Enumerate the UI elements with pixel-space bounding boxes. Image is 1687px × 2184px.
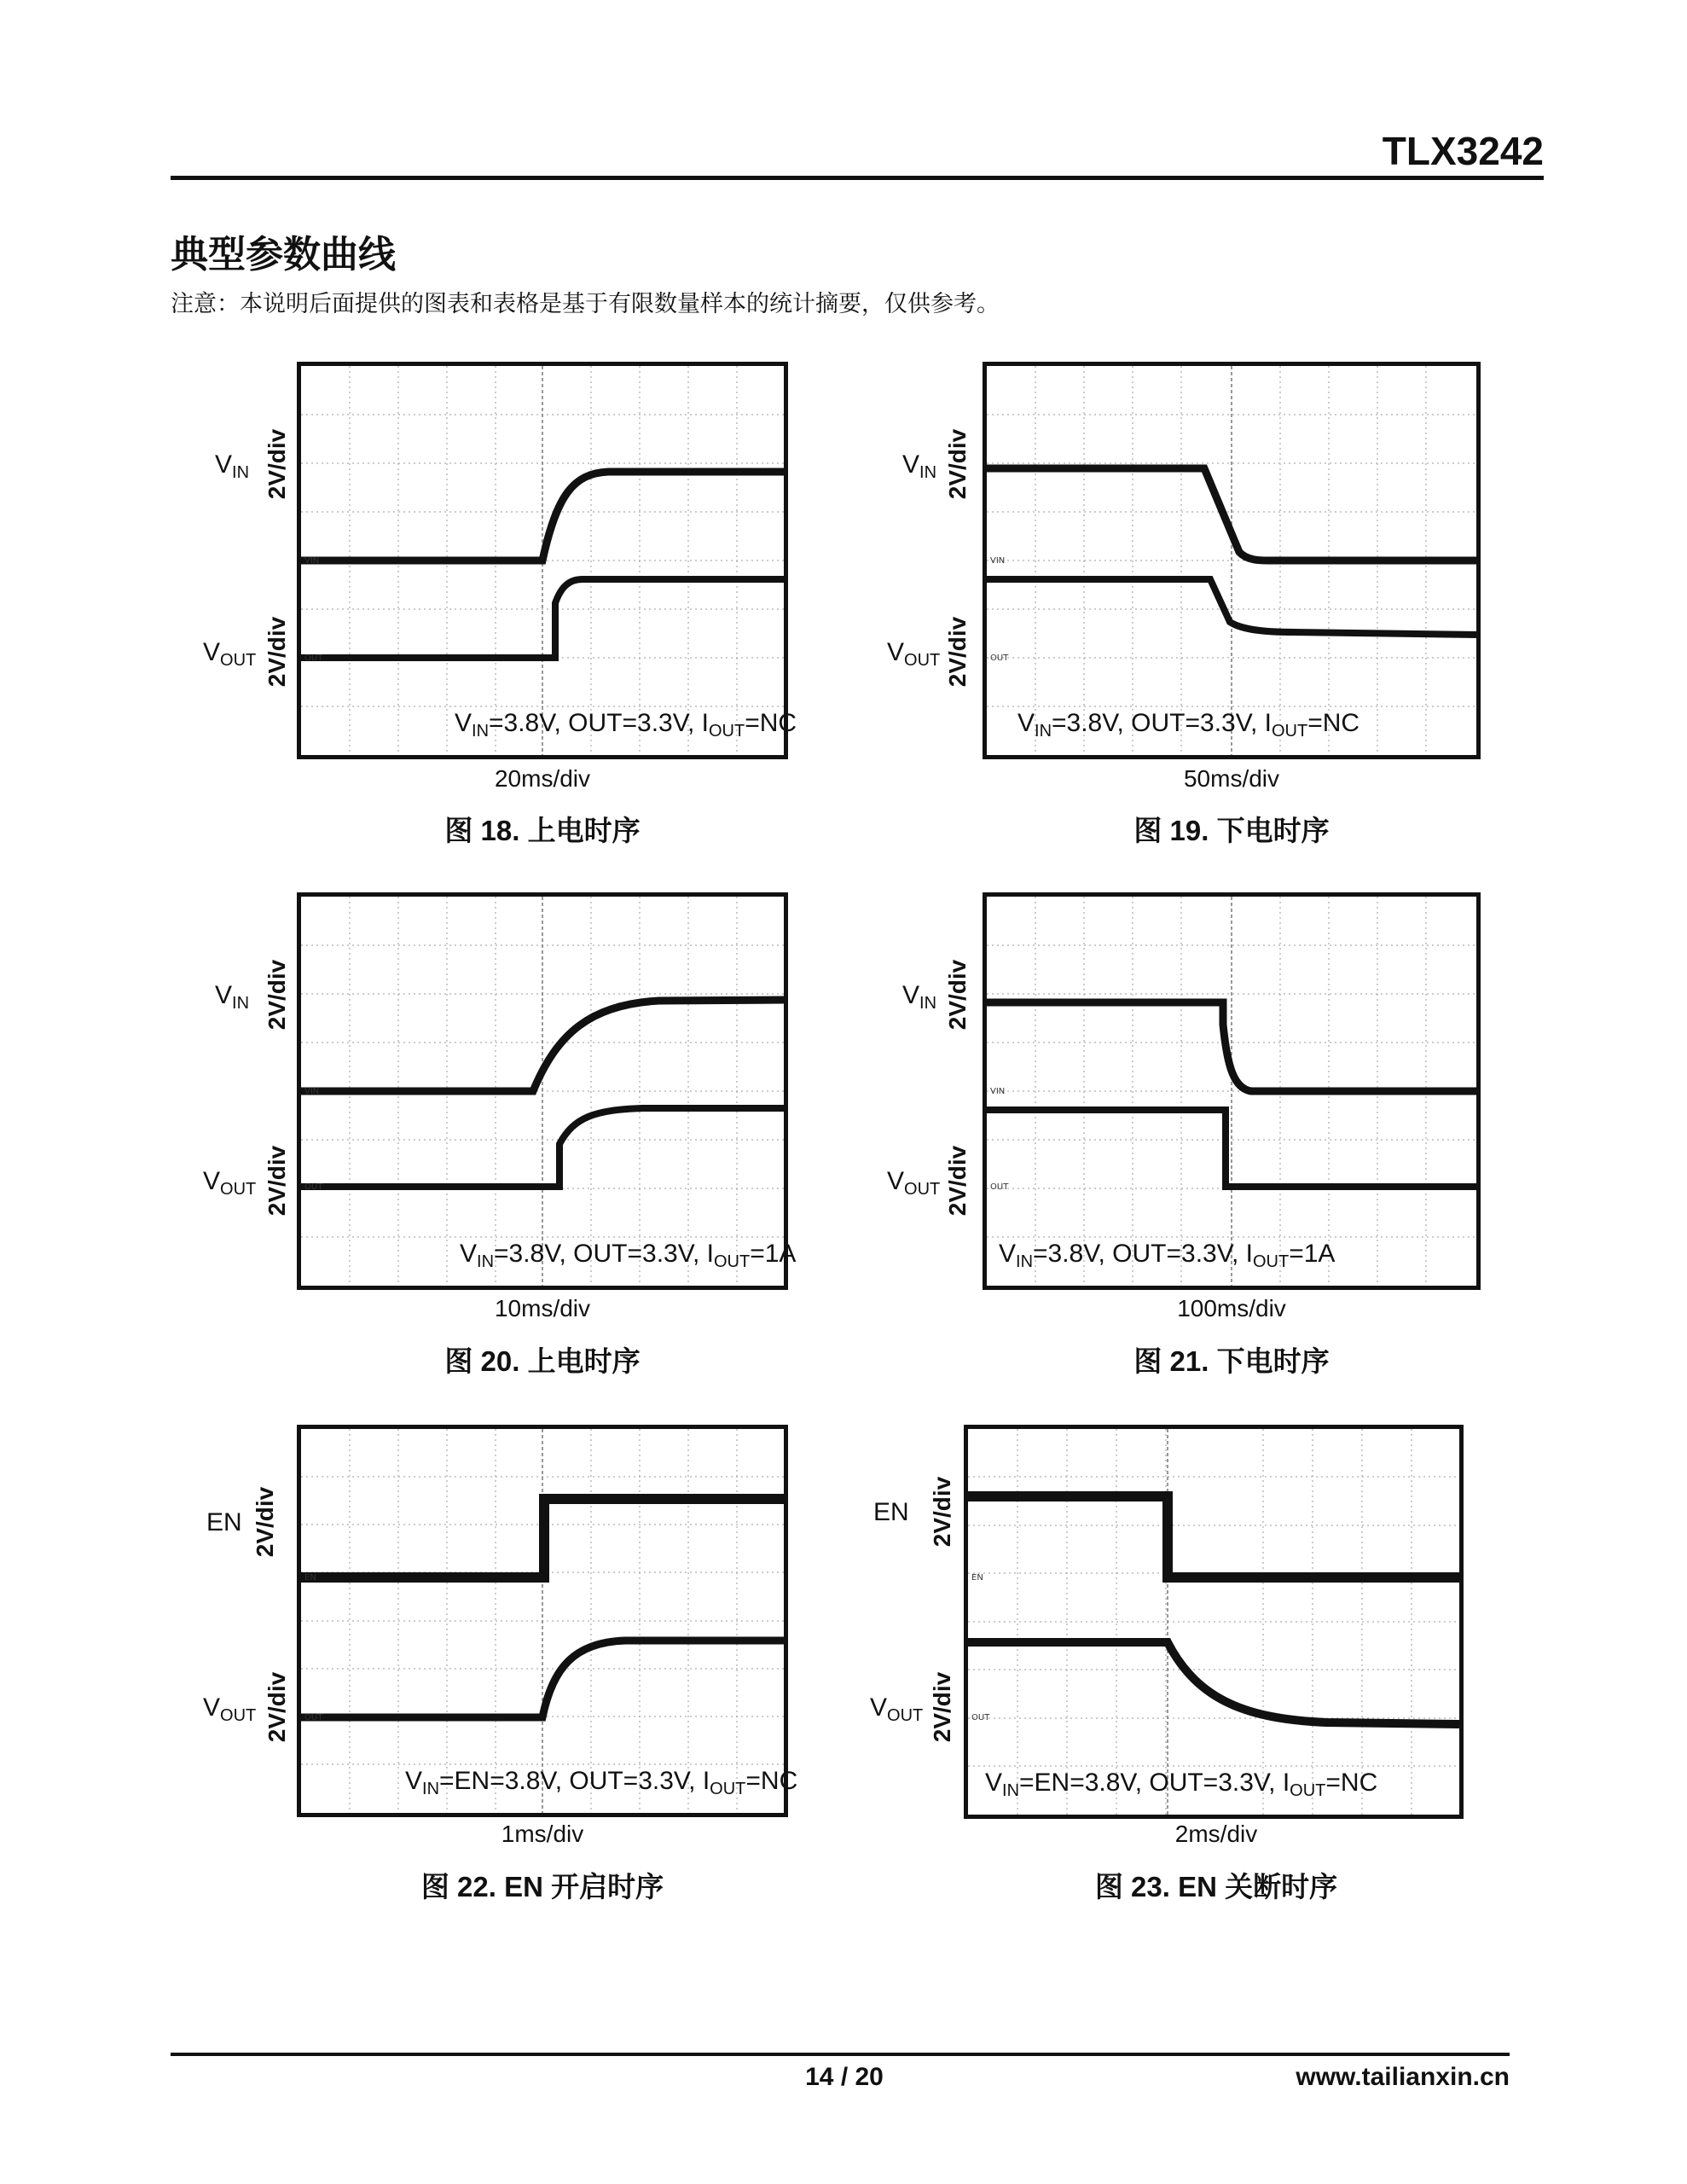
timebase-label: 2ms/div <box>1174 1821 1258 1847</box>
footer-rule <box>171 2053 1510 2056</box>
vin-label: $V_{IN}$ <box>902 981 937 1013</box>
scope-screen <box>964 1425 1464 1819</box>
scope-screen <box>297 1425 798 1817</box>
vin-scale-label: 2V/div <box>944 959 971 1031</box>
figure-caption: 图 20. 上电时序 <box>444 1345 641 1377</box>
scope-screen <box>297 892 797 1290</box>
svg-text:VIN: VIN <box>990 556 1006 566</box>
website-link[interactable]: www.tailianxin.cn <box>1296 2063 1510 2091</box>
timebase-label: 1ms/div <box>501 1821 584 1847</box>
vout-scale-label: 2V/div <box>264 616 290 688</box>
svg-text:OUT: OUT <box>304 653 323 663</box>
test-conditions: $V_{IN}=3.8V$, OUT=3.3V, $I_{OUT}=1A$ <box>999 1240 1336 1271</box>
timebase-label: 10ms/div <box>494 1295 591 1321</box>
vin-scale-label: 2V/div <box>264 428 290 500</box>
vout-label: $V_{OUT}$ <box>203 638 257 670</box>
document-title: TLX3242 <box>1382 129 1544 173</box>
vin-label: $V_{IN}$ <box>215 981 250 1013</box>
scope-screen <box>983 892 1481 1290</box>
vout-label: $V_{OUT}$ <box>887 1167 941 1199</box>
figure-caption: 图 18. 上电时序 <box>444 815 641 846</box>
en-trace <box>968 1496 1459 1577</box>
test-conditions: $V_{IN}=EN=3.8V$, OUT=3.3V, $I_{OUT}=NC$ <box>985 1769 1378 1800</box>
vout-scale-label: 2V/div <box>264 1145 290 1217</box>
vout-label: $V_{OUT}$ <box>203 1167 257 1199</box>
svg-text:EN: EN <box>304 1573 316 1583</box>
svg-text:OUT: OUT <box>304 1182 323 1192</box>
svg-text:OUT: OUT <box>990 653 1009 663</box>
vin-label: $V_{IN}$ <box>902 450 937 482</box>
figure-caption: 图 19. 下电时序 <box>1133 815 1330 846</box>
test-conditions: $V_{IN}=EN=3.8V$, OUT=3.3V, $I_{OUT}=NC$ <box>405 1767 798 1798</box>
section-title: 典型参数曲线 <box>171 233 396 276</box>
vin-scale-label: 2V/div <box>944 428 971 500</box>
en-scale-label: 2V/div <box>252 1486 278 1558</box>
vin-trace <box>301 1000 784 1091</box>
vout-trace <box>968 1642 1459 1724</box>
timebase-label: 50ms/div <box>1183 765 1280 792</box>
test-conditions: $V_{IN}=3.8V$, OUT=3.3V, $I_{OUT}=1A$ <box>460 1240 797 1271</box>
scope-screen <box>983 362 1481 759</box>
en-trace <box>301 1499 784 1577</box>
timebase-label: 100ms/div <box>1177 1295 1286 1321</box>
en-label: EN <box>873 1498 909 1526</box>
en-scale-label: 2V/div <box>929 1476 955 1548</box>
svg-text:EN: EN <box>971 1573 983 1583</box>
svg-text:OUT: OUT <box>971 1713 990 1722</box>
timebase-label: 20ms/div <box>494 765 591 792</box>
vout-scale-label: 2V/div <box>944 616 971 688</box>
vout-label: $V_{OUT}$ <box>870 1693 924 1725</box>
header-rule <box>171 176 1544 180</box>
vin-label: $V_{IN}$ <box>215 450 250 482</box>
section-note: 注意：本说明后面提供的图表和表格是基于有限数量样本的统计摘要，仅供参考。 <box>171 291 1000 317</box>
figure-caption: 图 21. 下电时序 <box>1133 1345 1330 1377</box>
vout-scale-label: 2V/div <box>944 1145 971 1217</box>
vout-label: $V_{OUT}$ <box>887 638 941 670</box>
svg-text:OUT: OUT <box>304 1713 323 1722</box>
scope-screen <box>297 362 797 759</box>
vin-scale-label: 2V/div <box>264 959 290 1031</box>
page-number: 14 / 20 <box>805 2063 884 2091</box>
vout-scale-label: 2V/div <box>929 1671 955 1743</box>
figure-caption: 图 22. EN 开启时序 <box>420 1871 664 1902</box>
test-conditions: $V_{IN}=3.8V$, OUT=3.3V, $I_{OUT}=NC$ <box>1017 709 1360 741</box>
vout-scale-label: 2V/div <box>264 1671 290 1743</box>
svg-text:VIN: VIN <box>304 1087 320 1096</box>
en-label: EN <box>206 1508 242 1536</box>
svg-text:VIN: VIN <box>304 556 320 566</box>
figure-caption: 图 23. EN 关断时序 <box>1094 1871 1338 1902</box>
vout-label: $V_{OUT}$ <box>203 1693 257 1725</box>
svg-text:VIN: VIN <box>990 1087 1006 1096</box>
svg-text:OUT: OUT <box>990 1182 1009 1192</box>
test-conditions: $V_{IN}=3.8V$, OUT=3.3V, $I_{OUT}=NC$ <box>455 709 797 741</box>
